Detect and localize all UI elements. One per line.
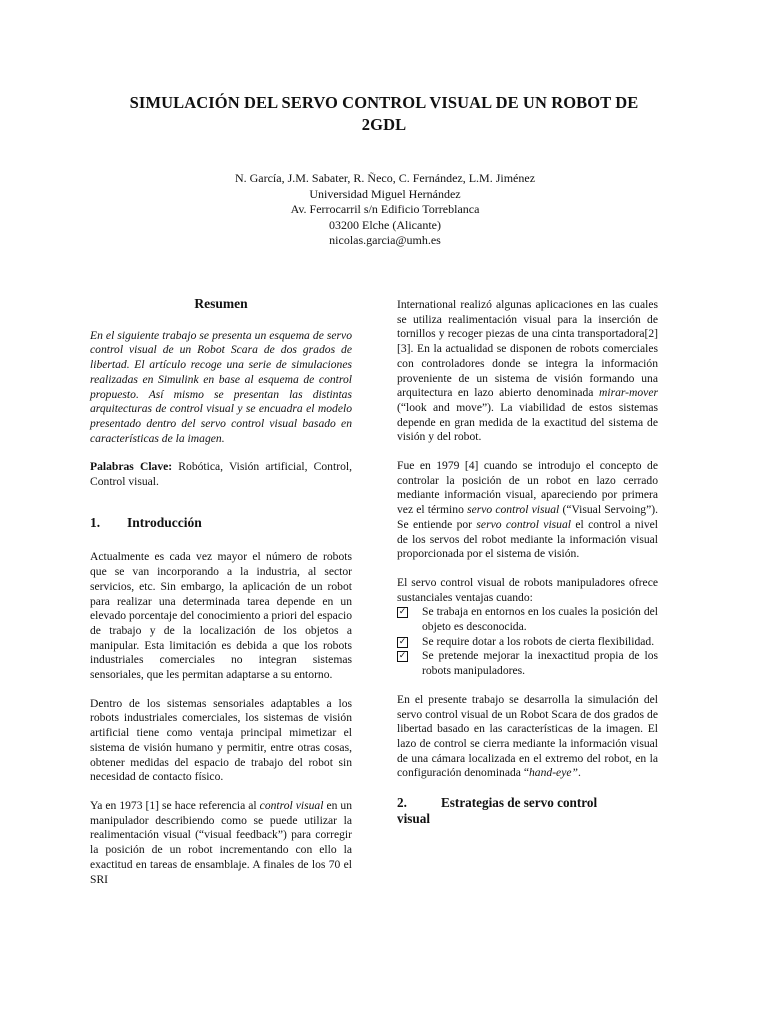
list-item [397, 605, 658, 634]
intro-paragraph-7 [397, 693, 658, 781]
intro-paragraph-4 [397, 298, 658, 445]
intro-paragraph-6: El servo control visual de robots manipuladores ofrece sustanciales ventajas cuando: [397, 575, 658, 604]
intro-p7-text-a: En el presente trabajo se desarrolla la simulación del servo control visual de un Robot Scara de dos grados de libertad basado en las características de la imagen. El lazo de control se cierra mediante la información visual de una cámara localizada en el extremo del robot, en la configuración denominada “ [397, 692, 658, 780]
keywords-label: Palabras Clave: [90, 460, 173, 474]
checkbox-icon: ✓ [398, 651, 407, 662]
author-city: 03200 Elche (Alicante) [329, 217, 441, 232]
list-item [397, 635, 658, 650]
section-2-title-line-2: visual [397, 811, 430, 827]
abstract-heading: Resumen [194, 296, 248, 311]
author-block [150, 171, 620, 249]
paper-title [60, 92, 708, 136]
title-line-1: SIMULACIÓN DEL SERVO CONTROL VISUAL DE UN ROBOT DE [129, 93, 639, 112]
intro-p4-italic: mirar-mover [598, 386, 658, 400]
intro-p4-text-a: International realizó algunas aplicaciones en las cuales se utiliza realimentación visual para la inserción de tornillos y recoger piezas de una cinta transportadora[2][3]. En la actualidad se disponen de robots comerciales con controladores donde se integra la información proveniente de un sistema de visión formando una arquitectura en lazo abierto denominada [397, 298, 658, 400]
left-column [90, 297, 352, 901]
section-2-number: 2. [397, 795, 407, 811]
intro-paragraph-2: Dentro de los sistemas sensoriales adaptables a los robots industriales comerciales, los sistemas de visión artificial tiene como ventaja principal mimetizar el sistema de visión humano y permitir, entre otras cosas, obtener medidas del espacio de trabajo del robot sin necesidad de contacto físico. [90, 696, 352, 784]
intro-p3-text-b: en un manipulador describiendo como se puede utilizar la realimentación visual (“visual feedback”) para corregir la posición de un robot incrementando con ello la exactitud en tareas de ensamblaje. A finales de los 70 el SRI [90, 798, 352, 886]
author-address: Av. Ferrocarril s/n Edificio Torreblanca [290, 202, 480, 216]
intro-p7-italic: hand-eye” [529, 766, 578, 780]
list-item-text: Se require dotar a los robots de cierta flexibilidad. [422, 634, 655, 648]
intro-p4-text-b: (“look and move”). La viabilidad de estos sistemas depende en gran medida de la exactitud del sistema de visión y del robot. [397, 400, 658, 444]
author-institution: Universidad Miguel Hernández [309, 186, 461, 201]
intro-paragraph-3 [90, 799, 352, 887]
checkbox-icon: ✓ [398, 607, 407, 618]
abstract-text: En el siguiente trabajo se presenta un esquema de servo control visual de un Robot Scara de dos grados de libertad. El artículo recoge una serie de simulaciones realizadas en Simulink en base al esquema de control propuesto. Así mismo se presentan las distintas arquitecturas de control visual y se encuadra el modelo presentado dentro del servo control visual basado en características de la imagen. [90, 328, 352, 445]
list-item [397, 649, 658, 678]
intro-p3-text-a: Ya en 1973 [1] se hace referencia al [90, 798, 260, 812]
section-1-title: Introducción [127, 514, 202, 530]
intro-p5-italic-1: servo control visual [467, 503, 560, 517]
author-names: N. García, J.M. Sabater, R. Ñeco, C. Fernández, L.M. Jiménez [234, 171, 536, 185]
intro-paragraph-1: Actualmente es cada vez mayor el número de robots que se van incorporando a la industria, al sector servicios, etc. Sin embargo, la aplicación de un robot para realizar una determinada tarea depende en un elevado porcentaje del conocimiento a priori del espacio de trabajo y de la localización de los objetos a manipular. Esta limitación es debida a que los robots industriales comerciales no integran sistemas sensoriales, que les permitan adaptarse a su entorno. [90, 550, 352, 682]
right-column [397, 298, 658, 827]
intro-p5-italic-2: servo control visual [476, 517, 571, 531]
intro-p5-text-c: el control a nivel de los servos del robot mediante la información visual proporcionada por el sistema de visión. [397, 517, 658, 561]
keywords [90, 460, 352, 489]
intro-p3-italic: control visual [259, 798, 324, 812]
intro-p5-text-a: Fue en 1979 [4] cuando se introdujo el concepto de controlar la posición de un robot en lazo cerrado mediante información visual, apareciendo por primera vez el término [397, 459, 658, 517]
author-email: nicolas.garcia@umh.es [329, 233, 441, 247]
title-line-2: 2GDL [361, 115, 407, 134]
section-2-heading [397, 795, 658, 827]
section-1-number: 1. [90, 514, 101, 530]
intro-p7-text-b: . [577, 766, 581, 780]
intro-paragraph-5 [397, 459, 658, 562]
intro-p5-text-b: (“Visual Servoing”). Se entiende por [397, 503, 658, 531]
checkbox-icon: ✓ [398, 636, 407, 647]
list-item-text: Se trabaja en entornos en los cuales la posición del objeto es desconocida. [422, 605, 658, 634]
advantages-list [397, 605, 658, 679]
section-1-heading [90, 516, 352, 531]
list-item-text: Se pretende mejorar la inexactitud propia de los robots manipuladores. [422, 649, 658, 678]
section-2-title-line-1: Estrategias de servo control [441, 795, 598, 811]
keywords-text: Robótica, Visión artificial, Control, Control visual. [90, 460, 352, 489]
